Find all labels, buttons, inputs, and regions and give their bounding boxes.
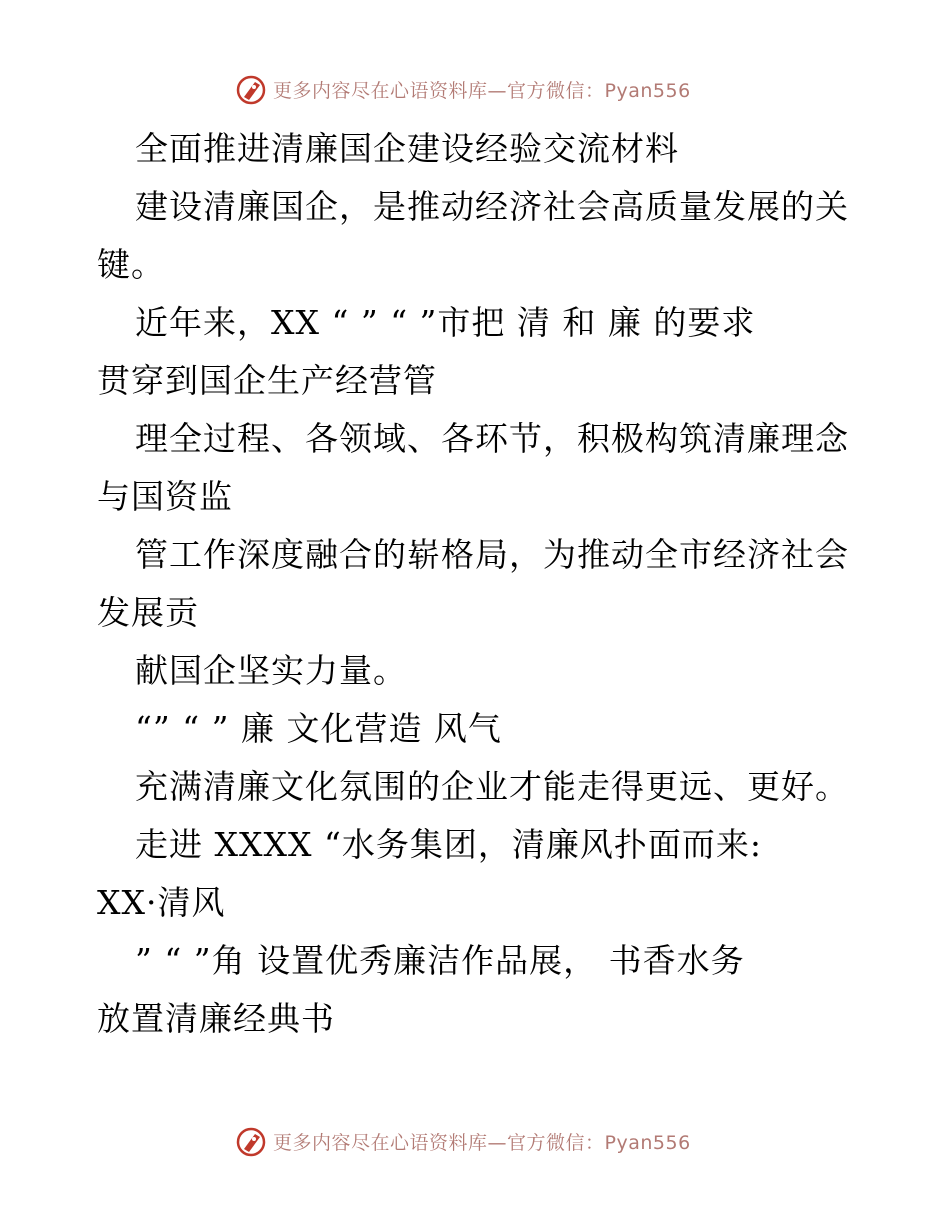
- paragraph-line: 键。: [97, 245, 165, 284]
- paragraph-line: 管工作深度融合的崭格局，为推动全市经济社会: [135, 535, 849, 574]
- footer-watermark: [235, 1124, 691, 1158]
- paragraph-line: 走进 XXXX “水务集团，清廉风扑面而来:: [135, 825, 762, 864]
- pen-nib-circle-icon: [235, 73, 267, 105]
- paragraph-line: 与国资监: [97, 477, 233, 516]
- document-title: 全面推进清廉国企建设经验交流材料: [135, 129, 679, 168]
- pen-nib-circle-icon: [235, 1125, 267, 1157]
- paragraph-line: 理全过程、各领域、各环节，积极构筑清廉理念: [135, 419, 849, 458]
- paragraph-line: 贯穿到国企生产经营管: [97, 361, 437, 400]
- paragraph-line: XX·清风: [97, 883, 226, 922]
- header-watermark: [235, 72, 691, 106]
- paragraph-line: 献国企坚实力量。: [135, 651, 407, 690]
- paragraph-line: 近年来，XX “ ” “ ”市把 清 和 廉 的要求: [135, 303, 756, 342]
- paragraph-line: 放置清廉经典书: [97, 999, 335, 1038]
- section-heading: “” “ ” 廉 文化营造 风气: [135, 709, 502, 748]
- paragraph-line: ” “ ”角 设置优秀廉洁作品展， 书香水务: [135, 941, 745, 980]
- watermark-text: 更多内容尽在心语资料库—官方微信：Pyan556: [273, 1131, 691, 1154]
- document-body: [97, 120, 852, 1048]
- paragraph-line: 充满清廉文化氛围的企业才能走得更远、更好。: [135, 767, 849, 806]
- watermark-text: 更多内容尽在心语资料库—官方微信：Pyan556: [273, 79, 691, 102]
- paragraph-line: 建设清廉国企，是推动经济社会高质量发展的关: [135, 187, 849, 226]
- paragraph-line: 发展贡: [97, 593, 199, 632]
